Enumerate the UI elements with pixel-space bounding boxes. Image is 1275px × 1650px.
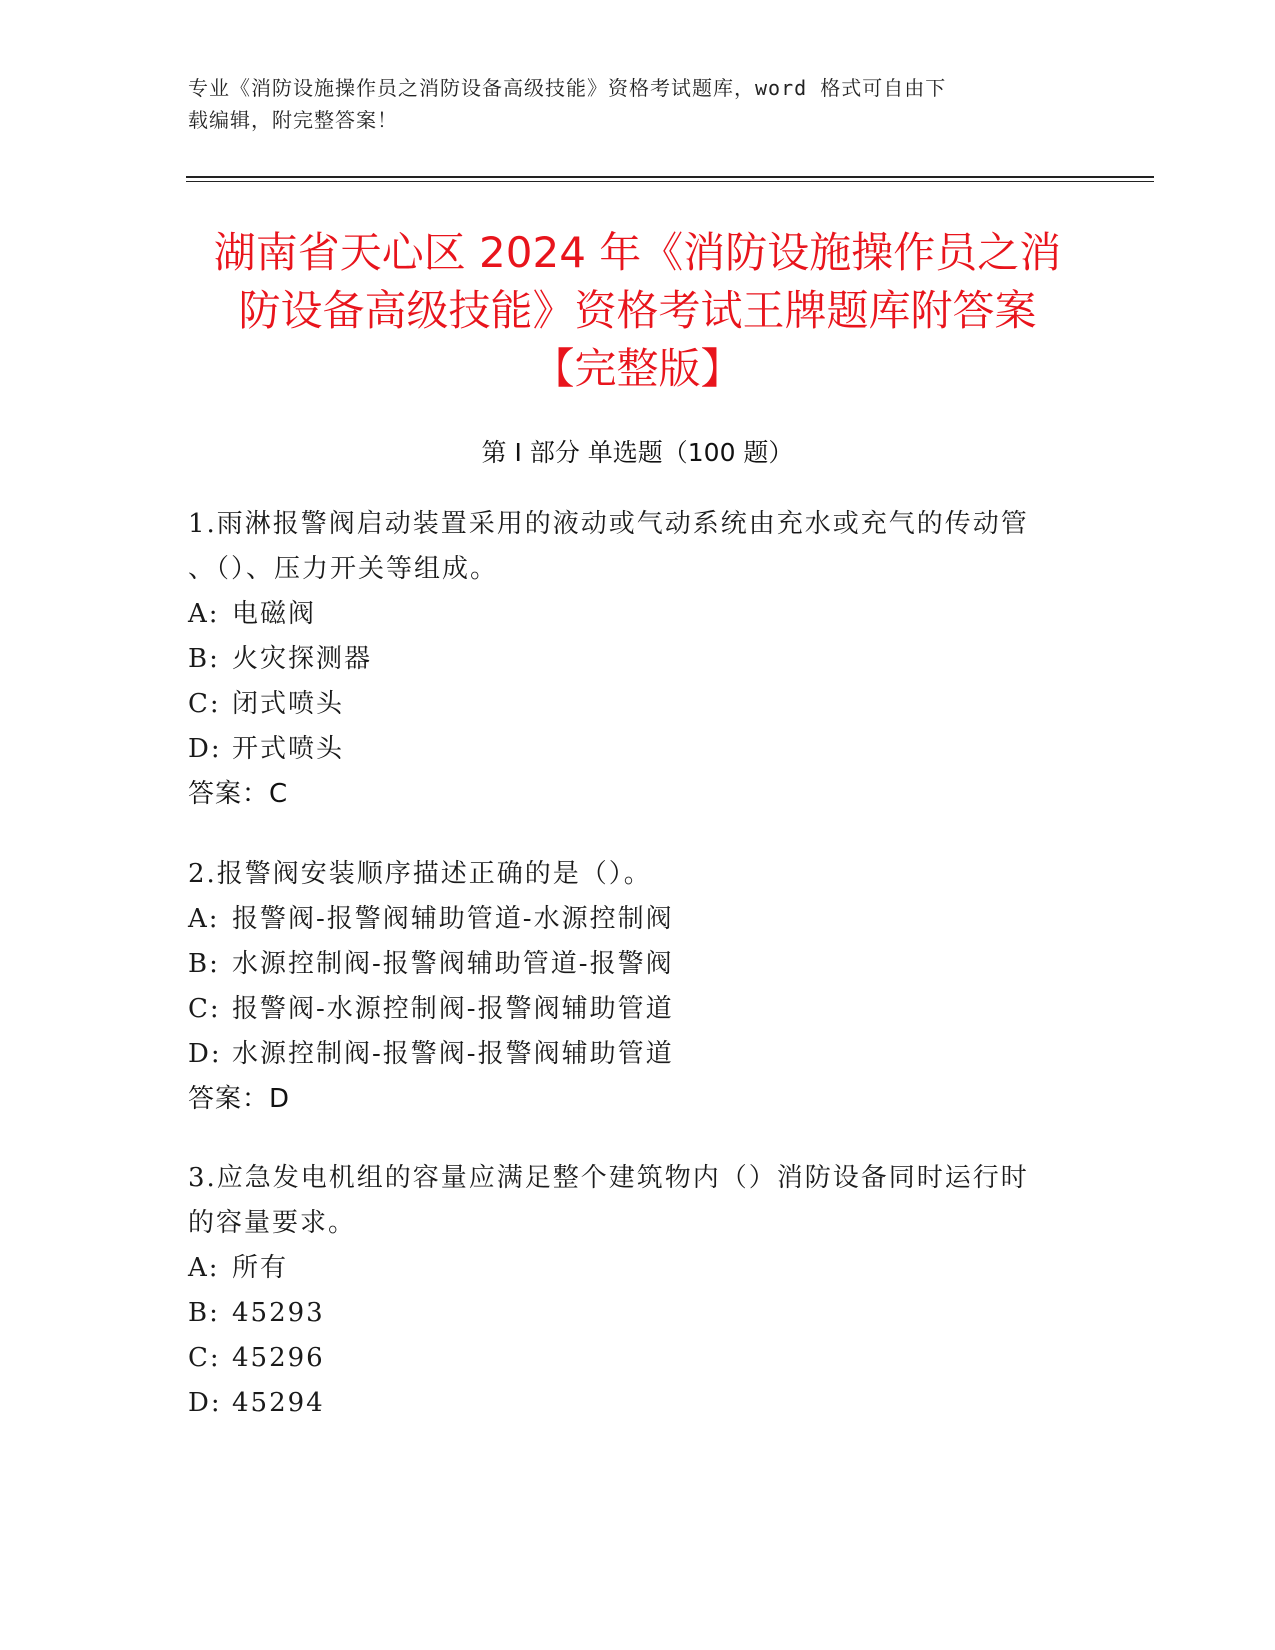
- option-b: [188, 942, 1068, 987]
- option-b: [188, 1291, 1068, 1336]
- document-title-line: 【完整版】: [532, 344, 743, 393]
- option-b: [188, 637, 1068, 682]
- option-text: 水源控制阀-报警阀辅助管道-报警阀: [232, 949, 674, 979]
- question-block: [188, 852, 1068, 1122]
- option-letter: B:: [188, 949, 220, 979]
- question-stem-line: 的容量要求。: [188, 1208, 357, 1238]
- option-a: [188, 897, 1068, 942]
- option-letter: C:: [188, 1343, 221, 1373]
- question-block: [188, 1156, 1068, 1426]
- option-text: 水源控制阀-报警阀-报警阀辅助管道: [232, 1039, 674, 1069]
- answer-line: [188, 1077, 1068, 1122]
- document-title: [160, 224, 1115, 398]
- option-letter: D:: [188, 1388, 222, 1418]
- option-text: 45296: [232, 1343, 325, 1373]
- option-text: 开式喷头: [232, 734, 345, 764]
- question-block: [188, 502, 1068, 817]
- answer-line: [188, 772, 1068, 817]
- option-text: 45294: [232, 1388, 325, 1418]
- option-d: [188, 1381, 1068, 1426]
- answer-label: 答案：: [188, 779, 270, 809]
- option-letter: B:: [188, 1298, 220, 1328]
- option-a: [188, 1246, 1068, 1291]
- question-stem-line: 2.报警阀安装顺序描述正确的是（）。: [188, 859, 652, 889]
- document-title-line: 湖南省天心区 2024 年《消防设施操作员之消: [213, 228, 1062, 277]
- option-letter: D:: [188, 734, 222, 764]
- option-letter: C:: [188, 994, 221, 1024]
- header-note-line: 载编辑，附完整答案！: [188, 108, 398, 132]
- option-text: 所有: [232, 1253, 289, 1283]
- option-c: [188, 1336, 1068, 1381]
- header-divider: [186, 181, 1154, 182]
- document-title-line: 防设备高级技能》资格考试王牌题库附答案: [238, 286, 1037, 335]
- option-letter: D:: [188, 1039, 222, 1069]
- option-c: [188, 987, 1068, 1032]
- option-a: [188, 592, 1068, 637]
- option-c: [188, 682, 1068, 727]
- question-stem-line: 3.应急发电机组的容量应满足整个建筑物内（）消防设备同时运行时: [188, 1163, 1029, 1193]
- header-note-line: 专业《消防设施操作员之消防设备高级技能》资格考试题库，word 格式可自由下: [188, 76, 947, 100]
- header-note: [188, 72, 1068, 136]
- header-divider: [186, 176, 1154, 178]
- option-letter: B:: [188, 644, 220, 674]
- answer-label: 答案：: [188, 1084, 270, 1114]
- answer-value: D: [269, 1084, 290, 1114]
- question-stem-line: 1.雨淋报警阀启动装置采用的液动或气动系统由充水或充气的传动管: [188, 509, 1029, 539]
- question-stem-line: 、（）、压力开关等组成。: [188, 554, 499, 584]
- question-stem: [188, 502, 1068, 592]
- option-letter: A:: [188, 904, 220, 934]
- option-letter: A:: [188, 599, 220, 629]
- question-stem: [188, 1156, 1068, 1246]
- option-text: 报警阀-报警阀辅助管道-水源控制阀: [232, 904, 674, 934]
- option-text: 电磁阀: [232, 599, 317, 629]
- option-d: [188, 1032, 1068, 1077]
- option-letter: C:: [188, 689, 221, 719]
- option-text: 报警阀-水源控制阀-报警阀辅助管道: [232, 994, 674, 1024]
- option-d: [188, 727, 1068, 772]
- option-text: 闭式喷头: [232, 689, 345, 719]
- section-heading: 第 I 部分 单选题（100 题）: [481, 438, 794, 467]
- question-stem: [188, 852, 1068, 897]
- option-letter: A:: [188, 1253, 220, 1283]
- option-text: 火灾探测器: [232, 644, 373, 674]
- answer-value: C: [269, 779, 288, 809]
- option-text: 45293: [232, 1298, 325, 1328]
